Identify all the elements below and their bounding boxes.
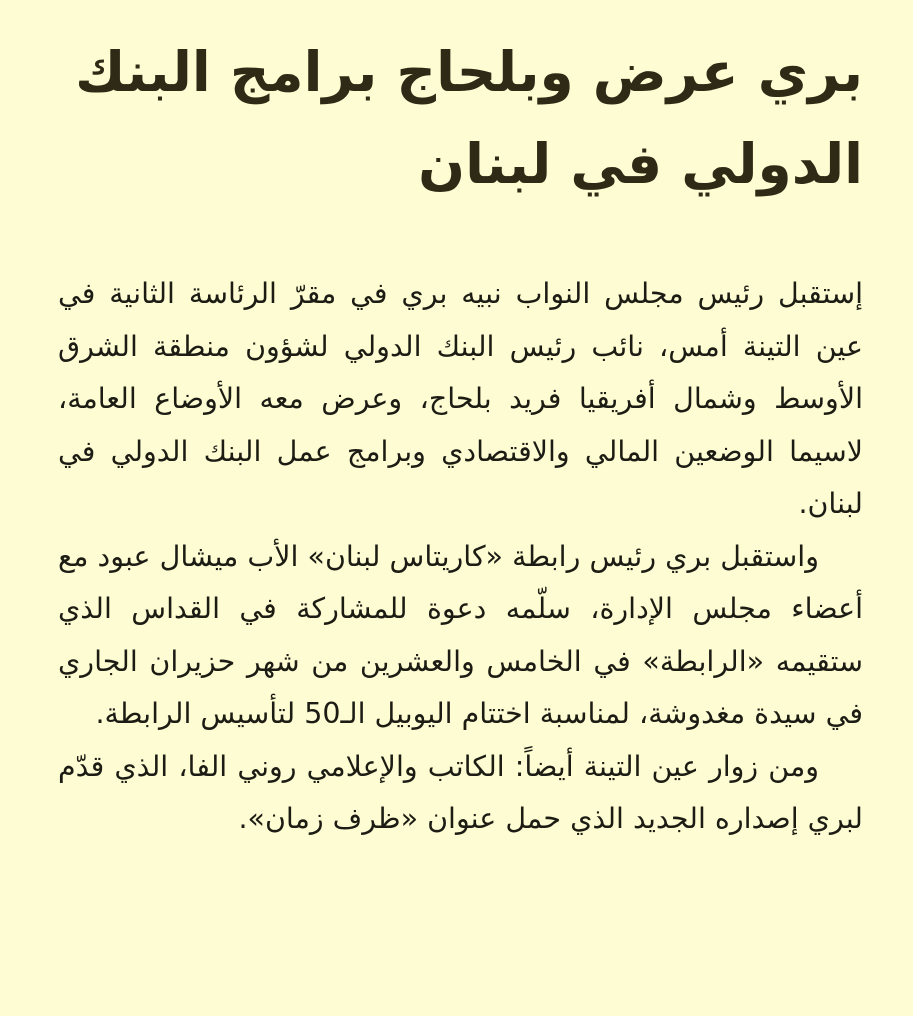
article-paragraph-3: ومن زوار عين التينة أيضاً: الكاتب والإعلامي روني الفا، الذي قدّم لبري إصداره الجديد الذي حمل عنوان «ظرف زمان».	[58, 749, 863, 835]
headline-line-1: بري عرض وبلحاج برامج البنك	[75, 40, 863, 104]
headline-line-2: الدولي في لبنان	[418, 132, 863, 196]
article-body	[58, 268, 863, 846]
headline	[58, 26, 863, 210]
article-paragraph-1: إستقبل رئيس مجلس النواب نبيه بري في مقرّ الرئاسة الثانية في عين التينة أمس، نائب رئيس البنك الدولي لشؤون منطقة الشرق الأوسط وشمال أفريقيا فريد بلحاج، وعرض معه الأوضاع العامة، لاسيما الوضعين المالي والاقتصادي وبرامج عمل البنك الدولي في لبنان.	[58, 277, 863, 520]
article-paragraph-2: واستقبل بري رئيس رابطة «كاريتاس لبنان» الأب ميشال عبود مع أعضاء مجلس الإدارة، سلّمه دعوة للمشاركة في القداس الذي ستقيمه «الرابطة» في الخامس والعشرين من شهر حزيران الجاري في سيدة مغدوشة، لمناسبة اختتام اليوبيل الـ50 لتأسيس الرابطة.	[58, 539, 863, 730]
